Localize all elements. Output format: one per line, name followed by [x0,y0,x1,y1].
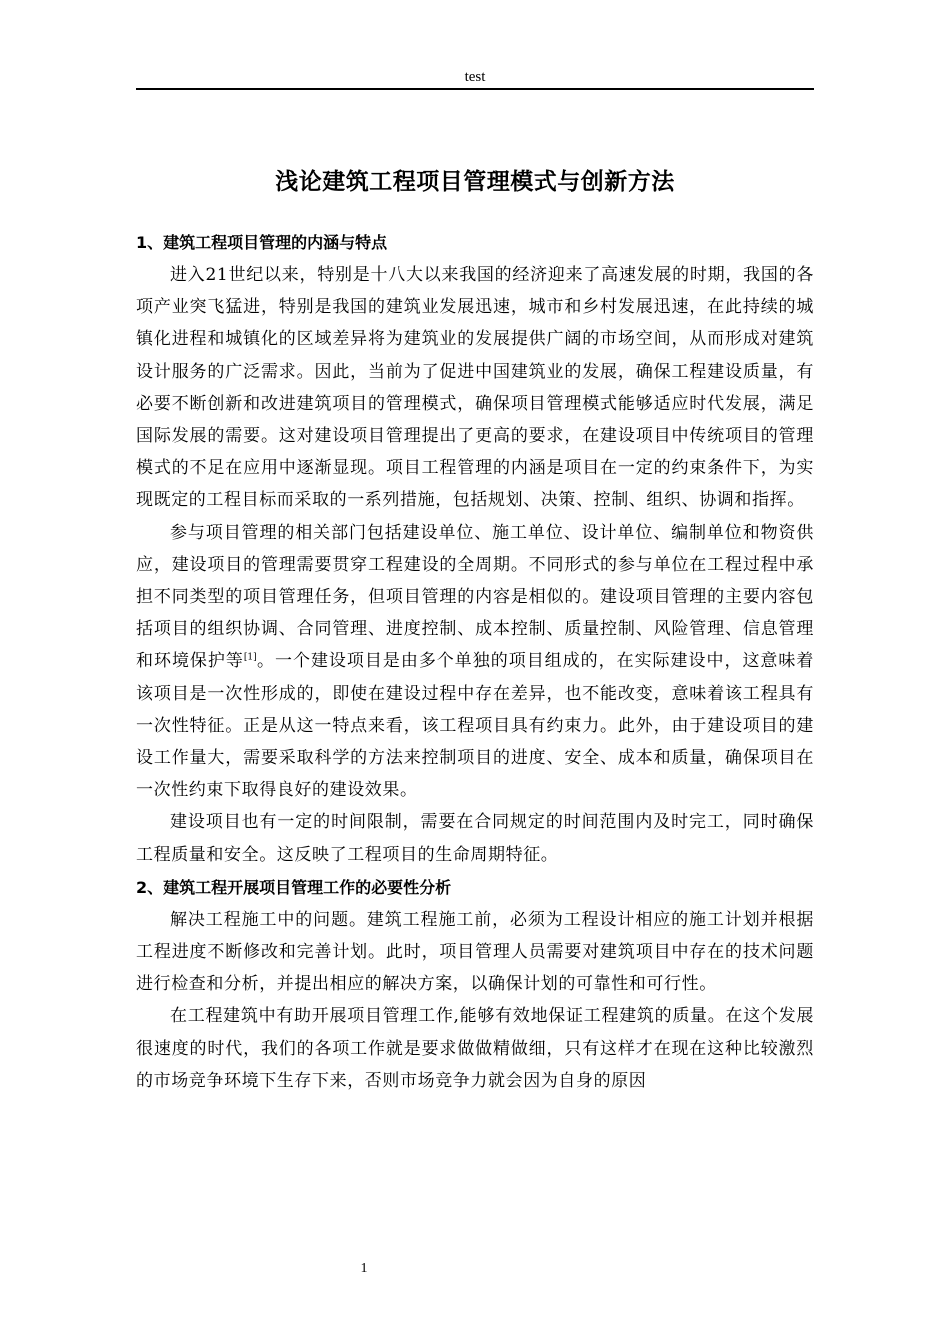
paragraph-text: 参与项目管理的相关部门包括建设单位、施工单位、设计单位、编制单位和物资供应，建设项目的管理需要贯穿工程建设的全周期。不同形式的参与单位在工程过程中承担不同类型的项目管理任务，但项目管理的内容是相似的。建设项目管理的主要内容包括项目的组织协调、合同管理、进度控制、成本控制、质量控制、风险管理、信息管理和环境保护等 [136,522,814,672]
paragraph: 进入21世纪以来，特别是十八大以来我国的经济迎来了高速发展的时期，我国的各项产业突飞猛进，特别是我国的建筑业发展迅速，城市和乡村发展迅速，在此持续的城镇化进程和城镇化的区域差异将为建筑业的发展提供广阔的市场空间，从而形成对建筑设计服务的广泛需求。因此，当前为了促进中国建筑业的发展，确保工程建设质量，有必要不断创新和改进建筑项目的管理模式，确保项目管理模式能够适应时代发展，满足国际发展的需要。这对建设项目管理提出了更高的要求，在建设项目中传统项目的管理模式的不足在应用中逐渐显现。项目工程管理的内涵是项目在一定的约束条件下，为实现既定的工程目标而采取的一系列措施，包括规划、决策、控制、组织、协调和指挥。 [136,265,814,511]
section-heading-2: 2、建筑工程开展项目管理工作的必要性分析 [136,877,452,897]
paragraph: 在工程建筑中有助开展项目管理工作,能够有效地保证工程建筑的质量。在这个发展很速度的时代，我们的各项工作就是要求做做精做细，只有这样才在现在这种比较激烈的市场竞争环境下生存下来，否则市场竞争力就会因为自身的原因 [136,1006,814,1091]
page-header-text: test [464,69,486,85]
paragraph-text: 。一个建设项目是由多个单独的项目组成的，在实际建设中，这意味着该项目是一次性形成的，即使在建设过程中存在差异，也不能改变，意味着该工程具有一次性特征。正是从这一特点来看，该工程项目具有约束力。此外，由于建设项目的建设工作量大，需要采取科学的方法来控制项目的进度、安全、成本和质量，确保项目在一次性约束下取得良好的建设效果。 [136,651,814,801]
paragraph [136,517,814,807]
header-rule [136,88,814,90]
page-number: 1 [360,1261,368,1276]
paragraph: 建设项目也有一定的时间限制，需要在合同规定的时间范围内及时完工，同时确保工程质量和安全。这反映了工程项目的生命周期特征。 [136,812,814,865]
paragraph: 解决工程施工中的问题。建筑工程施工前，必须为工程设计相应的施工计划并根据工程进度不断修改和完善计划。此时，项目管理人员需要对建筑项目中存在的技术问题进行检查和分析，并提出相应的解决方案，以确保计划的可靠性和可行性。 [136,909,814,995]
document-title: 浅论建筑工程项目管理模式与创新方法 [275,169,675,196]
citation-reference[interactable]: [1] [243,652,257,663]
section-heading-1: 1、建筑工程项目管理的内涵与特点 [136,233,388,252]
document-body [136,226,814,1097]
